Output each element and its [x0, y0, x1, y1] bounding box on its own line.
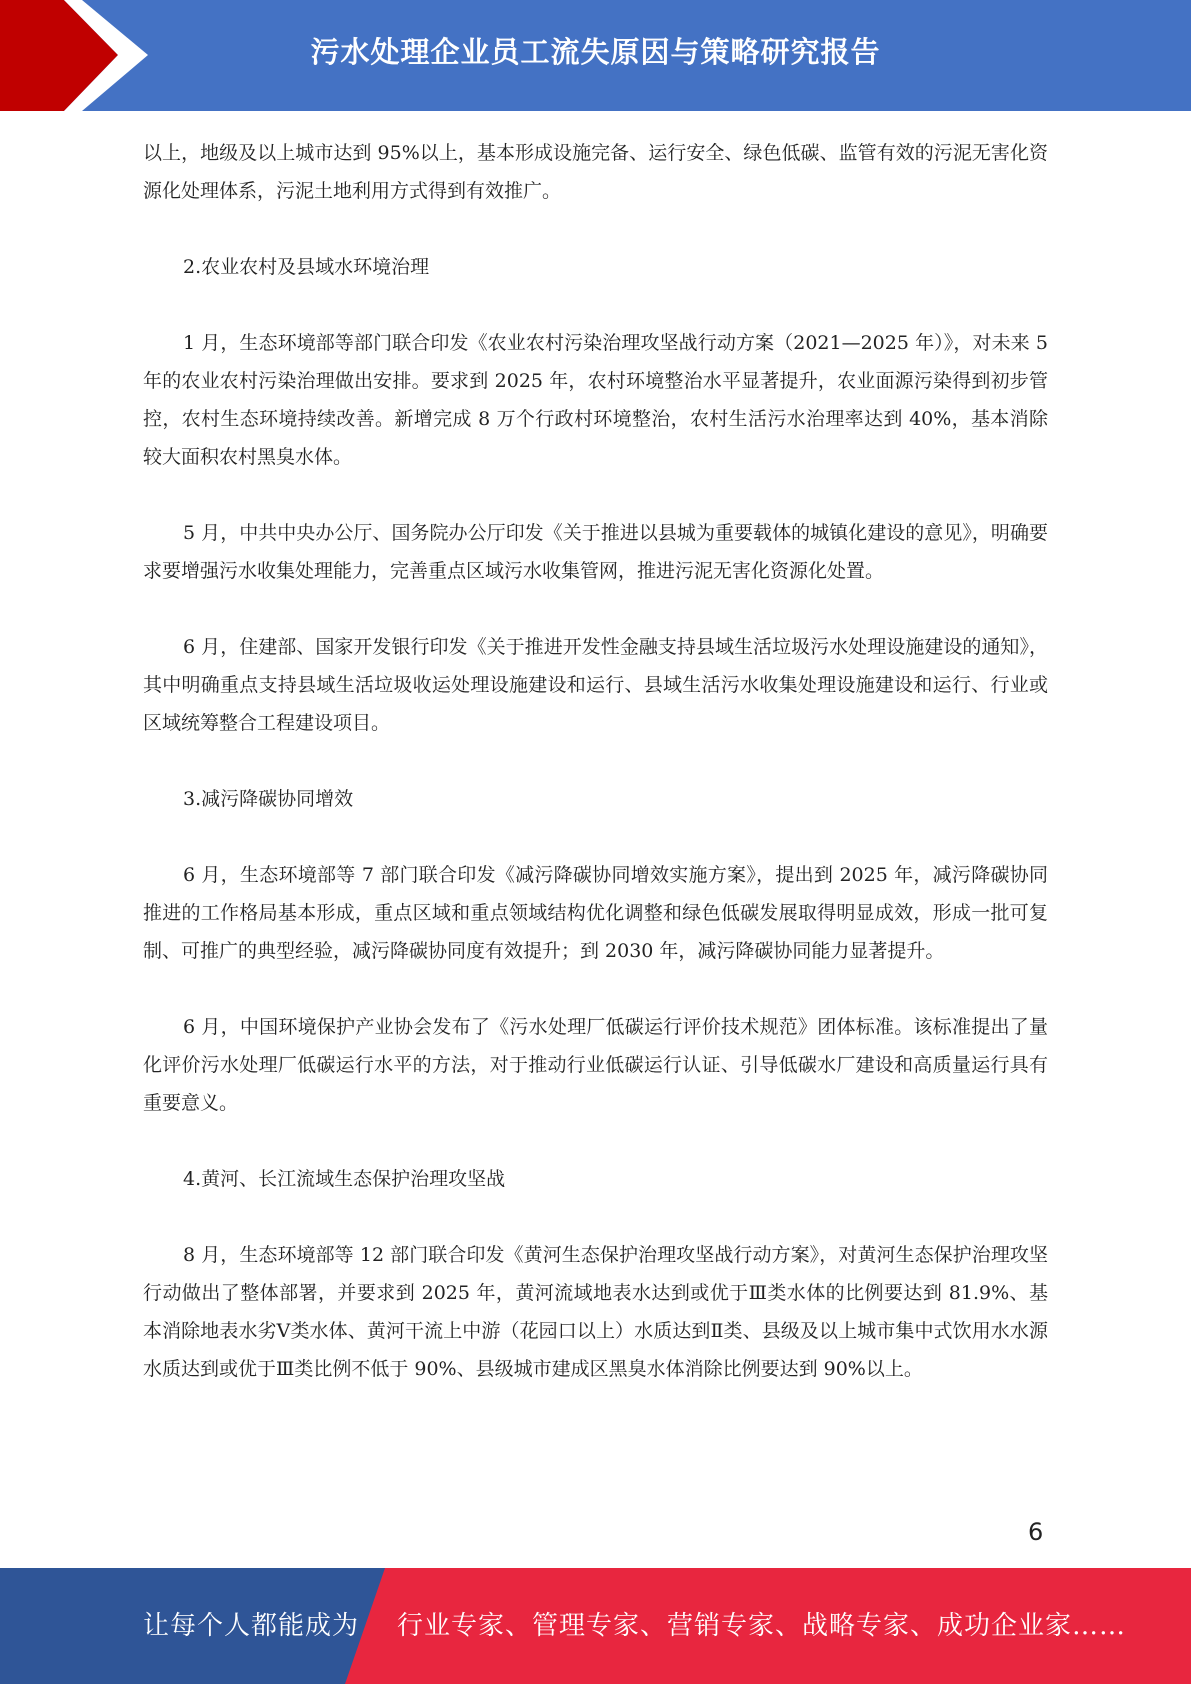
paragraph-low-carbon-standard: 6 月，中国环境保护产业协会发布了《污水处理厂低碳运行评价技术规范》团体标准。该标准提出了量化评价污水处理厂低碳运行水平的方法，对于推动行业低碳运行认证、引导低碳水厂建设和高质量运行具有重要意义。: [143, 1016, 1048, 1114]
document-body: [143, 134, 1048, 1388]
paragraph-carbon-plan: 6 月，生态环境部等 7 部门联合印发《减污降碳协同增效实施方案》，提出到 2025 年，减污降碳协同推进的工作格局基本形成，重点区域和重点领域结构优化调整和绿色低碳发展取得明显成效，形成一批可复制、可推广的典型经验，减污降碳协同度有效提升；到 2030 年，减污降碳协同能力显著提升。: [143, 864, 1048, 962]
page-header: [0, 0, 1191, 111]
paragraph-county-finance: 6 月，住建部、国家开发银行印发《关于推进开发性金融支持县域生活垃圾污水处理设施建设的通知》，其中明确重点支持县域生活垃圾收运处理设施建设和运行、县域生活污水收集处理设施建设和运行、行业或区域统筹整合工程建设项目。: [143, 636, 1048, 734]
paragraph-sludge-disposal: 以上，地级及以上城市达到 95%以上，基本形成设施完备、运行安全、绿色低碳、监管有效的污泥无害化资源化处理体系，污泥土地利用方式得到有效推广。: [143, 142, 1048, 202]
footer-slogan-left: 让每个人都能成为: [143, 1611, 360, 1641]
paragraph-county-urbanization: 5 月，中共中央办公厅、国务院办公厅印发《关于推进以县城为重要载体的城镇化建设的意见》，明确要求要增强污水收集处理能力，完善重点区域污水收集管网，推进污泥无害化资源化处置。: [143, 522, 1048, 582]
paragraph-yellow-river-plan: 8 月，生态环境部等 12 部门联合印发《黄河生态保护治理攻坚战行动方案》，对黄河生态保护治理攻坚行动做出了整体部署，并要求到 2025 年，黄河流域地表水达到或优于Ⅲ类水体的比例要达到 81.9%、基本消除地表水劣Ⅴ类水体、黄河干流上中游（花园口以上）水质达到Ⅱ类、县级及以上城市集中式饮用水水源水质达到或优于Ⅲ类比例不低于 90%、县级城市建成区黑臭水体消除比例要达到 90%以上。: [143, 1244, 1048, 1380]
header-arrow-decoration: [0, 0, 160, 111]
section-heading-carbon-reduction: 3.减污降碳协同增效: [183, 788, 354, 810]
section-heading-yellow-river: 4.黄河、长江流域生态保护治理攻坚战: [183, 1168, 506, 1190]
page-footer: [0, 1568, 1191, 1684]
page-number: 6: [1028, 1518, 1044, 1546]
paragraph-rural-pollution-plan: 1 月，生态环境部等部门联合印发《农业农村污染治理攻坚战行动方案（2021—2025 年）》，对未来 5 年的农业农村污染治理做出安排。要求到 2025 年，农村环境整治水平显著提升，农业面源污染得到初步管控，农村生态环境持续改善。新增完成 8 万个行政村环境整治，农村生活污水治理率达到 40%，基本消除较大面积农村黑臭水体。: [143, 332, 1048, 468]
report-title: 污水处理企业员工流失原因与策略研究报告: [310, 35, 881, 69]
footer-slogan-right: 行业专家、管理专家、营销专家、战略专家、成功企业家……: [397, 1611, 1127, 1641]
section-heading-rural-water: 2.农业农村及县域水环境治理: [183, 256, 430, 278]
